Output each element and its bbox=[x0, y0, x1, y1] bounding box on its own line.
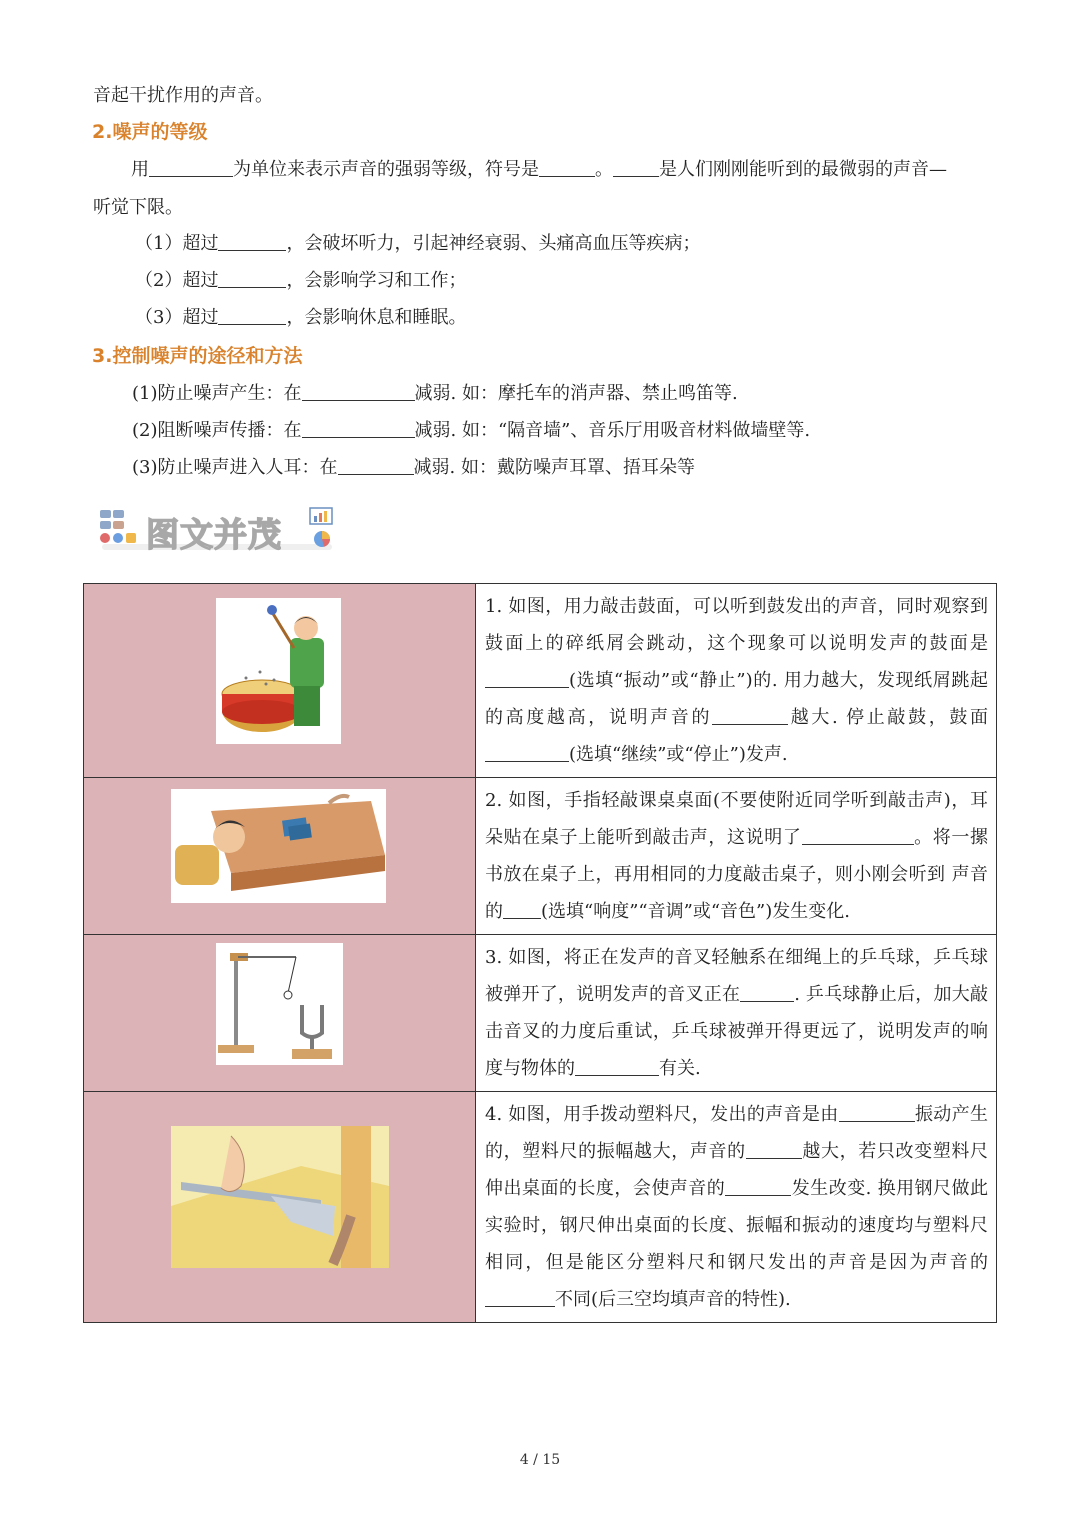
blank[interactable] bbox=[575, 1057, 659, 1076]
question-1-text: 1. 如图，用力敲击鼓面，可以听到鼓发出的声音，同时观察到鼓面上的碎纸屑会跳动，这个现象可以说明发声的鼓面是(选填“振动”或“静止”)的. 用力越大，发现纸屑跳起的高度越高，说明声音的 越大. 停止敲鼓，鼓面(选填“继续”或“停止”)发声. bbox=[476, 584, 997, 778]
blank[interactable] bbox=[539, 158, 595, 177]
question-2-text: 2. 如图，手指轻敲课桌桌面(不要使附近同学听到敲击声)，耳朵贴在桌子上能听到敲击声，这说明了 。将一摞书放在桌子上，再用相同的力度敲击桌子，则小刚会听到 声音的 (选填“响度”“音调”或“音色”)发生变化. bbox=[476, 778, 997, 935]
question-3-text: 3. 如图，将正在发声的音叉轻触系在细绳上的乒乓球，乒乓球被弹开了，说明发声的音叉正在 . 乒乓球静止后，加大敲击音叉的力度后重试，乒乓球被弹开得更远了，说明发声的响度与物体的 有关. bbox=[476, 935, 997, 1092]
noise-level-item-3: （3）超过 ，会影响休息和睡眠。 bbox=[135, 307, 467, 328]
blank[interactable] bbox=[613, 158, 659, 177]
noise-level-item-2: （2）超过 ，会影响学习和工作； bbox=[135, 270, 467, 291]
noise-control-item-2: (2)阻断噪声传播：在 减弱. 如：“隔音墙”、音乐厅用吸音材料做墙壁等. bbox=[132, 420, 811, 441]
blank[interactable] bbox=[712, 706, 788, 725]
question-table bbox=[83, 583, 997, 1323]
blank[interactable] bbox=[802, 826, 914, 845]
image-cell bbox=[84, 935, 476, 1092]
noise-control-item-3: (3)防止噪声进入人耳：在 减弱. 如：戴防噪声耳罩、捂耳朵等 bbox=[132, 457, 695, 478]
noise-level-line-1: 用 为单位来表示声音的强弱等级，符号是 。 是人们刚刚能听到的最微弱的声音— bbox=[131, 159, 947, 180]
blank[interactable] bbox=[485, 1288, 555, 1307]
blank[interactable] bbox=[746, 1140, 802, 1159]
blank[interactable] bbox=[218, 306, 286, 325]
blank[interactable] bbox=[149, 158, 233, 177]
blank[interactable] bbox=[485, 743, 569, 762]
image-cell bbox=[84, 584, 476, 778]
image-cell bbox=[84, 1092, 476, 1323]
blank[interactable] bbox=[218, 232, 286, 251]
noise-control-item-1: (1)防止噪声产生：在 减弱. 如：摩托车的消声器、禁止鸣笛等. bbox=[132, 383, 738, 404]
blank[interactable] bbox=[503, 900, 541, 919]
question-4-text: 4. 如图，用手拨动塑料尺，发出的声音是由 振动产生的，塑料尺的振幅越大，声音的 越大，若只改变塑料尺伸出桌面的长度，会使声音的 发生改变. 换用钢尺做此实验时，钢尺伸出桌面的长度、振幅和振动的速度均与塑料尺相同，但是能区分塑料尺和钢尺发出的声音是因为声音的不同(后三空均填声音的特性). bbox=[476, 1092, 997, 1323]
blank[interactable] bbox=[839, 1103, 915, 1122]
table-row bbox=[84, 584, 997, 778]
chart-icon bbox=[308, 506, 336, 550]
table-row bbox=[84, 935, 997, 1092]
desk-ear-illustration bbox=[171, 789, 386, 903]
section-2-heading: 2.噪声的等级 bbox=[92, 121, 208, 143]
intro-line: 音起干扰作用的声音。 bbox=[93, 85, 273, 106]
tuning-fork-illustration bbox=[216, 943, 343, 1065]
blank[interactable] bbox=[302, 419, 415, 438]
blank[interactable] bbox=[338, 456, 414, 475]
section-logo bbox=[94, 500, 340, 558]
drum-boy-illustration bbox=[216, 598, 341, 744]
blank[interactable] bbox=[725, 1177, 791, 1196]
blank[interactable] bbox=[485, 669, 569, 688]
logo-title: 图文并茂 bbox=[146, 515, 282, 554]
noise-level-item-1: （1）超过 ，会破坏听力，引起神经衰弱、头痛高血压等疾病； bbox=[135, 233, 701, 254]
page-number: 4 / 15 bbox=[519, 1452, 561, 1468]
ruler-illustration bbox=[171, 1126, 389, 1268]
image-cell bbox=[84, 778, 476, 935]
app-grid-icon bbox=[98, 508, 138, 548]
table-row bbox=[84, 778, 997, 935]
blank[interactable] bbox=[218, 269, 286, 288]
section-3-heading: 3.控制噪声的途径和方法 bbox=[92, 345, 303, 367]
blank[interactable] bbox=[302, 382, 415, 401]
noise-level-line-2: 听觉下限。 bbox=[93, 197, 183, 218]
table-row bbox=[84, 1092, 997, 1323]
blank[interactable] bbox=[740, 983, 794, 1002]
